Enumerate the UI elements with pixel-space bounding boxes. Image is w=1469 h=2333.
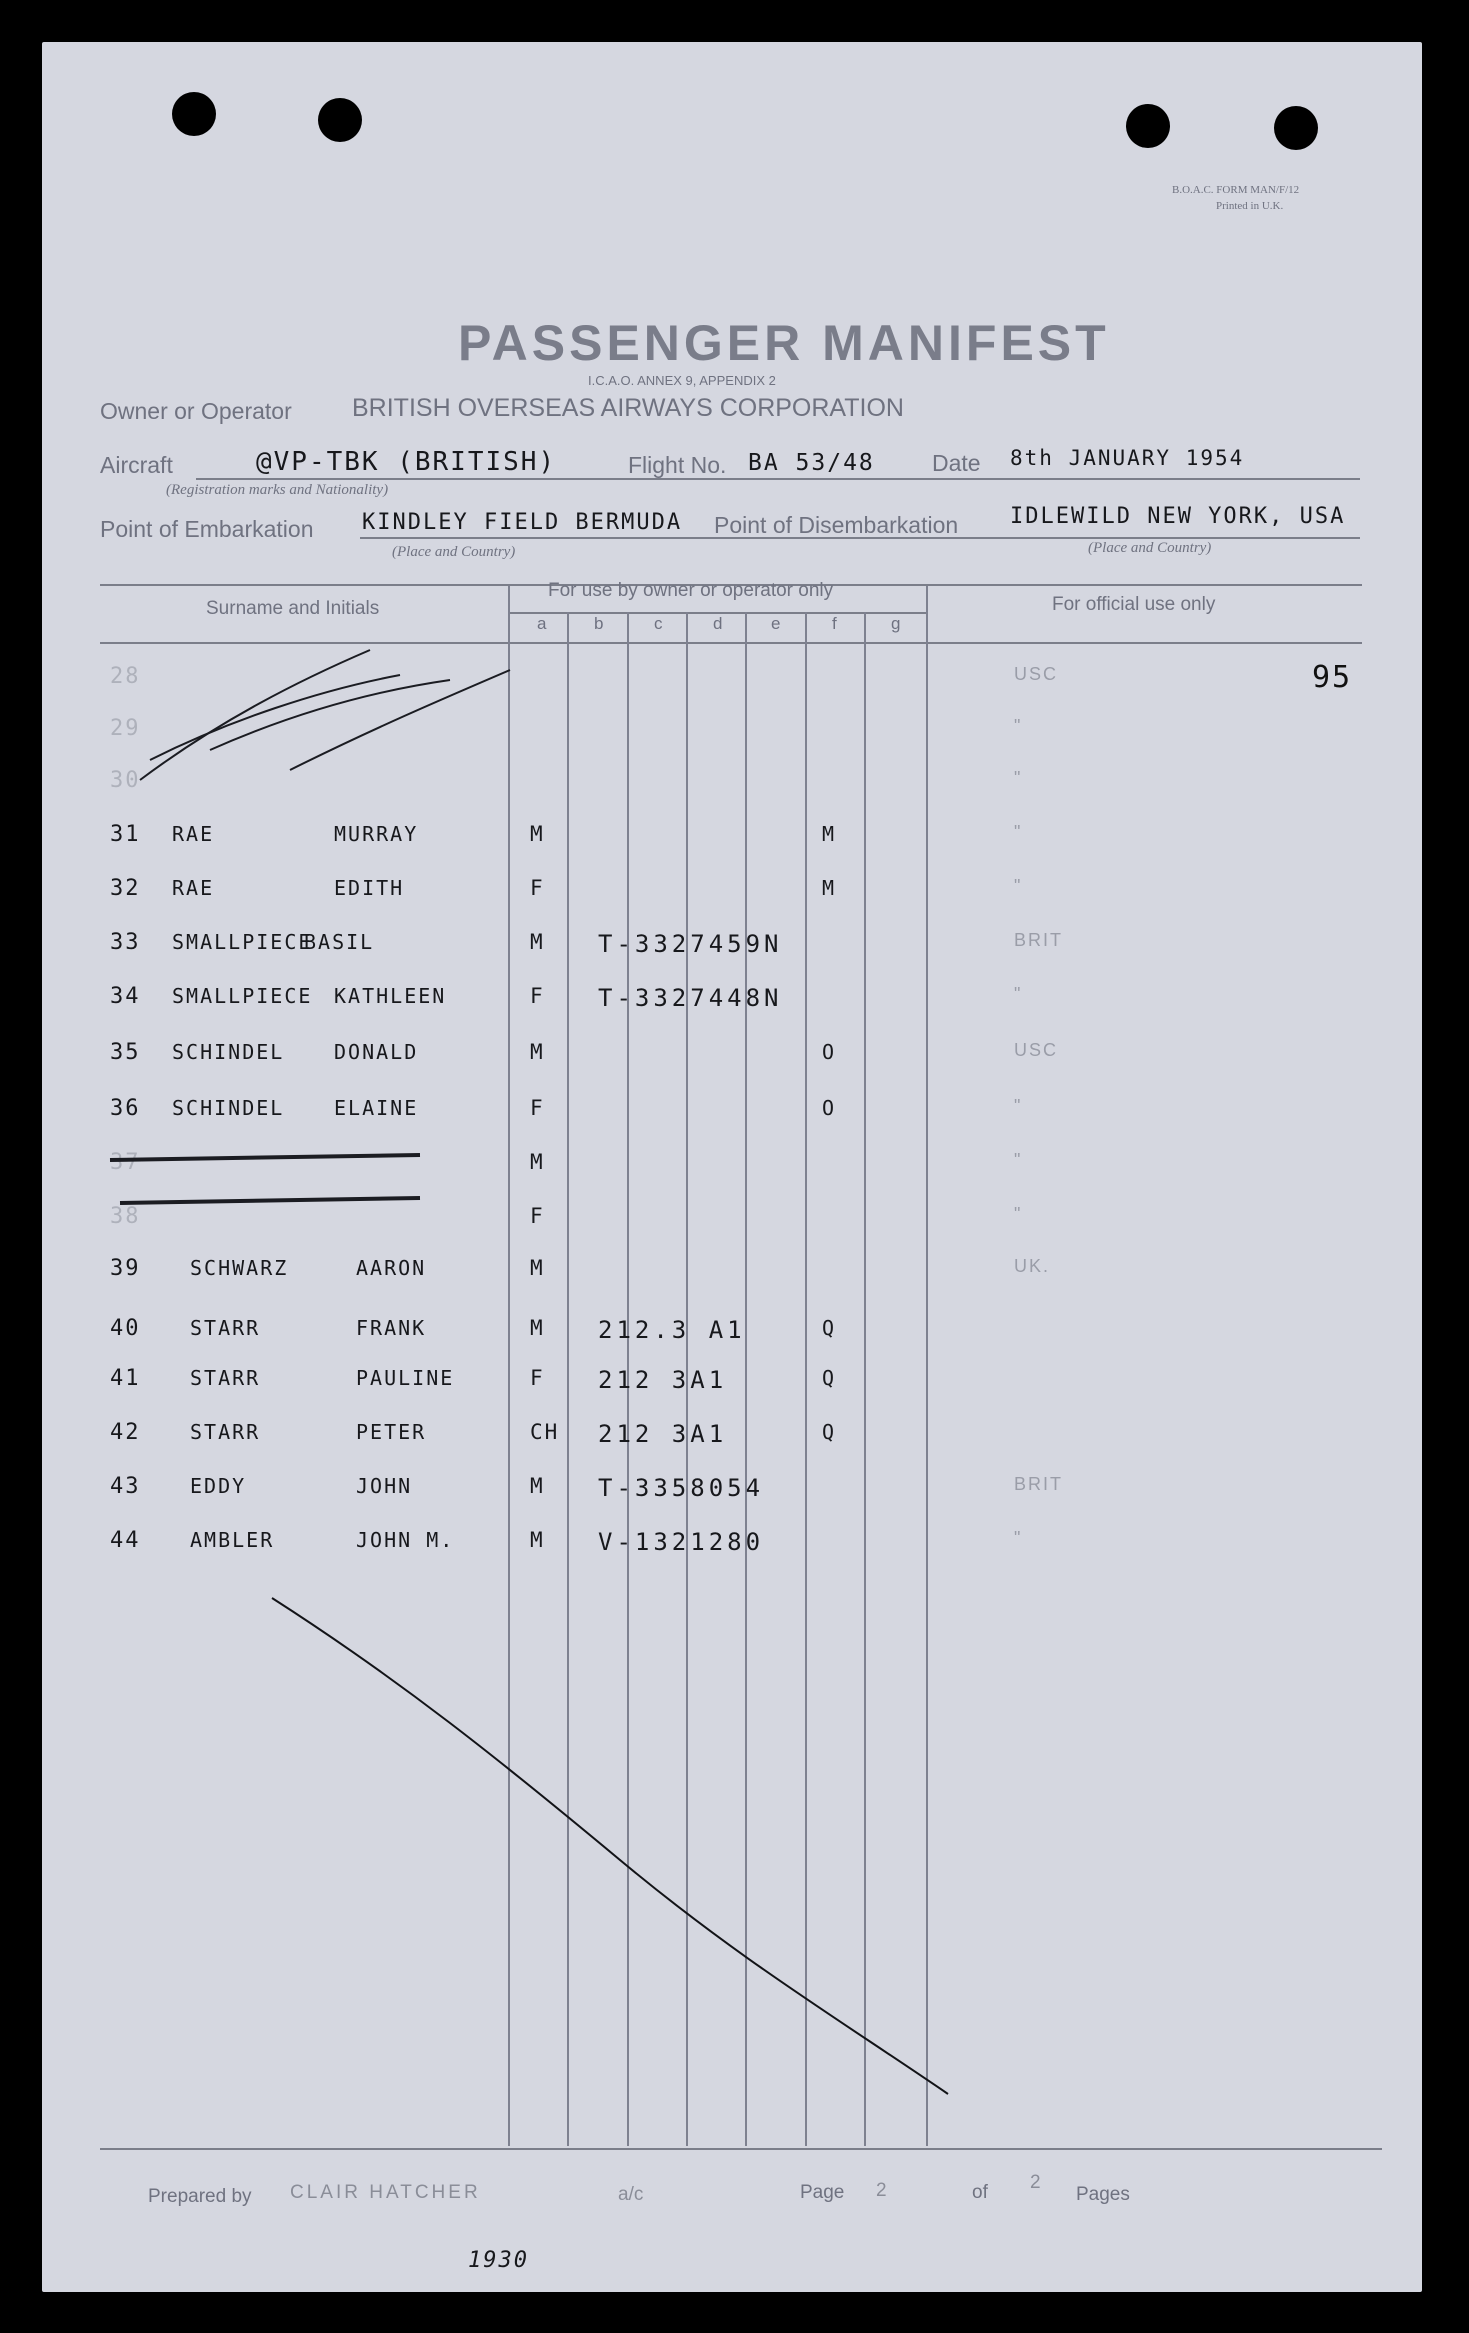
form-code: B.O.A.C. FORM MAN/F/12 [1172, 184, 1300, 196]
official-cell: BRIT [1014, 1474, 1064, 1494]
surname-cell: SCHINDEL [172, 1096, 285, 1120]
page-title: PASSENGER MANIFEST [458, 315, 1110, 371]
sex-cell: M [530, 1150, 545, 1174]
code-cell: Q [822, 1366, 837, 1390]
official-cell: " [1014, 876, 1023, 896]
given-name-cell: PETER [356, 1420, 427, 1444]
crossout-stroke [290, 670, 510, 770]
row-number: 36 [110, 1096, 141, 1121]
col-letter-a: a [537, 614, 547, 633]
document-cell: 212.3 A1 [598, 1316, 746, 1344]
aircraft-value: @VP-TBK (BRITISH) [256, 447, 557, 477]
operator-label: Owner or Operator [100, 398, 292, 424]
of-label: of [972, 2182, 988, 2203]
given-name-cell: DONALD [334, 1040, 419, 1064]
date-value: 8th JANUARY 1954 [1010, 446, 1245, 470]
col-letter-g: g [891, 614, 901, 633]
sex-cell: CH [530, 1420, 560, 1444]
col-letter-c: c [654, 614, 663, 633]
operator-value: BRITISH OVERSEAS AIRWAYS CORPORATION [352, 394, 904, 422]
disembark-caption: (Place and Country) [1088, 540, 1212, 556]
flight-label: Flight No. [628, 452, 727, 478]
crossout-stroke [110, 1155, 420, 1160]
row-number: 30 [110, 768, 141, 793]
code-cell: Q [822, 1420, 837, 1444]
given-name-cell: ELAINE [334, 1096, 419, 1120]
official-cell: " [1014, 1150, 1023, 1170]
document-cell: 212 3A1 [598, 1420, 728, 1448]
col-letter-f: f [832, 614, 837, 633]
row-number: 42 [110, 1420, 141, 1445]
disembark-value: IDLEWILD NEW YORK, USA [1010, 504, 1346, 529]
sex-cell: F [530, 876, 545, 900]
official-cell: " [1014, 768, 1023, 788]
official-cell: " [1014, 1096, 1023, 1116]
col-letter-b: b [594, 614, 604, 633]
sex-cell: F [530, 1096, 545, 1120]
given-name-cell: EDITH [334, 876, 405, 900]
row-number: 44 [110, 1528, 141, 1553]
official-cell: USC [1014, 664, 1059, 684]
surname-cell: STARR [190, 1316, 261, 1340]
document-cell: T-3327459N [598, 930, 783, 958]
official-cell: " [1014, 1204, 1023, 1224]
code-cell: O [822, 1040, 837, 1064]
date-label: Date [932, 450, 981, 476]
surname-cell: SCHINDEL [172, 1040, 285, 1064]
code-cell: M [822, 822, 837, 846]
row-number: 38 [110, 1204, 141, 1229]
sex-cell: F [530, 1366, 545, 1390]
surname-cell: EDDY [190, 1474, 247, 1498]
page-number: 95 [1312, 660, 1353, 695]
row-number: 28 [110, 664, 141, 689]
col-official-header: For official use only [1052, 594, 1216, 615]
page-label: Page [800, 2182, 845, 2203]
given-name-cell: JOHN [356, 1474, 413, 1498]
printed-in: Printed in U.K. [1216, 200, 1284, 212]
given-name-cell: JOHN M. [356, 1528, 455, 1552]
handwritten-number: 1930 [468, 2248, 529, 2273]
sex-cell: M [530, 930, 545, 954]
official-cell: " [1014, 716, 1023, 736]
given-name-cell: FRANK [356, 1316, 427, 1340]
official-cell: " [1014, 1528, 1023, 1548]
document-cell: T-3327448N [598, 984, 783, 1012]
surname-cell: SCHWARZ [190, 1256, 289, 1280]
prepared-label: Prepared by [148, 2186, 252, 2207]
row-number: 41 [110, 1366, 141, 1391]
crossout-stroke [120, 1198, 420, 1203]
col-name-header: Surname and Initials [206, 598, 380, 619]
row-number: 43 [110, 1474, 141, 1499]
disembark-label: Point of Disembarkation [714, 512, 959, 538]
flight-value: BA 53/48 [748, 450, 875, 476]
code-cell: M [822, 876, 837, 900]
sex-cell: M [530, 1256, 545, 1280]
of-value: 2 [1030, 2172, 1041, 2193]
official-cell: BRIT [1014, 930, 1064, 950]
official-cell: " [1014, 984, 1023, 1004]
surname-cell: SMALLPIECE [172, 930, 313, 954]
row-number: 31 [110, 822, 141, 847]
document-cell: 212 3A1 [598, 1366, 728, 1394]
surname-cell: STARR [190, 1420, 261, 1444]
sex-cell: M [530, 1474, 545, 1498]
embark-value: KINDLEY FIELD BERMUDA [362, 510, 683, 535]
sex-cell: M [530, 1528, 545, 1552]
page-value: 2 [876, 2180, 887, 2201]
row-number: 32 [110, 876, 141, 901]
prepared-value: CLAIR HATCHER [290, 2182, 481, 2203]
given-name-cell: AARON [356, 1256, 427, 1280]
row-number: 29 [110, 716, 141, 741]
row-number: 37 [110, 1150, 141, 1175]
surname-cell: SMALLPIECE [172, 984, 313, 1008]
sex-cell: M [530, 1316, 545, 1340]
given-name-cell: KATHLEEN [334, 984, 447, 1008]
aircraft-label: Aircraft [100, 452, 173, 478]
given-name-cell: BASIL [304, 930, 375, 954]
col-letter-d: d [713, 614, 723, 633]
aircraft-caption: (Registration marks and Nationality) [166, 482, 389, 498]
page-subtitle: I.C.A.O. ANNEX 9, APPENDIX 2 [588, 373, 776, 388]
official-cell: " [1014, 822, 1023, 842]
embark-caption: (Place and Country) [392, 544, 516, 560]
row-number: 40 [110, 1316, 141, 1341]
surname-cell: RAE [172, 876, 215, 900]
footer-rule [100, 2148, 1382, 2150]
document-cell: V-1321280 [598, 1528, 765, 1556]
row-number: 34 [110, 984, 141, 1009]
row-number: 35 [110, 1040, 141, 1065]
surname-cell: RAE [172, 822, 215, 846]
sex-cell: M [530, 822, 545, 846]
embark-label: Point of Embarkation [100, 516, 314, 542]
row-number: 39 [110, 1256, 141, 1281]
sex-cell: F [530, 984, 545, 1008]
given-name-cell: PAULINE [356, 1366, 455, 1390]
code-cell: O [822, 1096, 837, 1120]
col-owner-header: For use by owner or operator only [548, 580, 834, 601]
row-number: 33 [110, 930, 141, 955]
surname-cell: AMBLER [190, 1528, 275, 1552]
document-cell: T-3358054 [598, 1474, 765, 1502]
surname-cell: STARR [190, 1366, 261, 1390]
col-letter-e: e [771, 614, 781, 633]
given-name-cell: MURRAY [334, 822, 419, 846]
official-cell: UK. [1014, 1256, 1051, 1276]
code-cell: Q [822, 1316, 837, 1340]
prepared-suffix: a/c [618, 2184, 644, 2205]
official-cell: USC [1014, 1040, 1059, 1060]
sex-cell: M [530, 1040, 545, 1064]
pages-label: Pages [1076, 2184, 1130, 2205]
sex-cell: F [530, 1204, 545, 1228]
void-diagonal [272, 1598, 948, 2094]
